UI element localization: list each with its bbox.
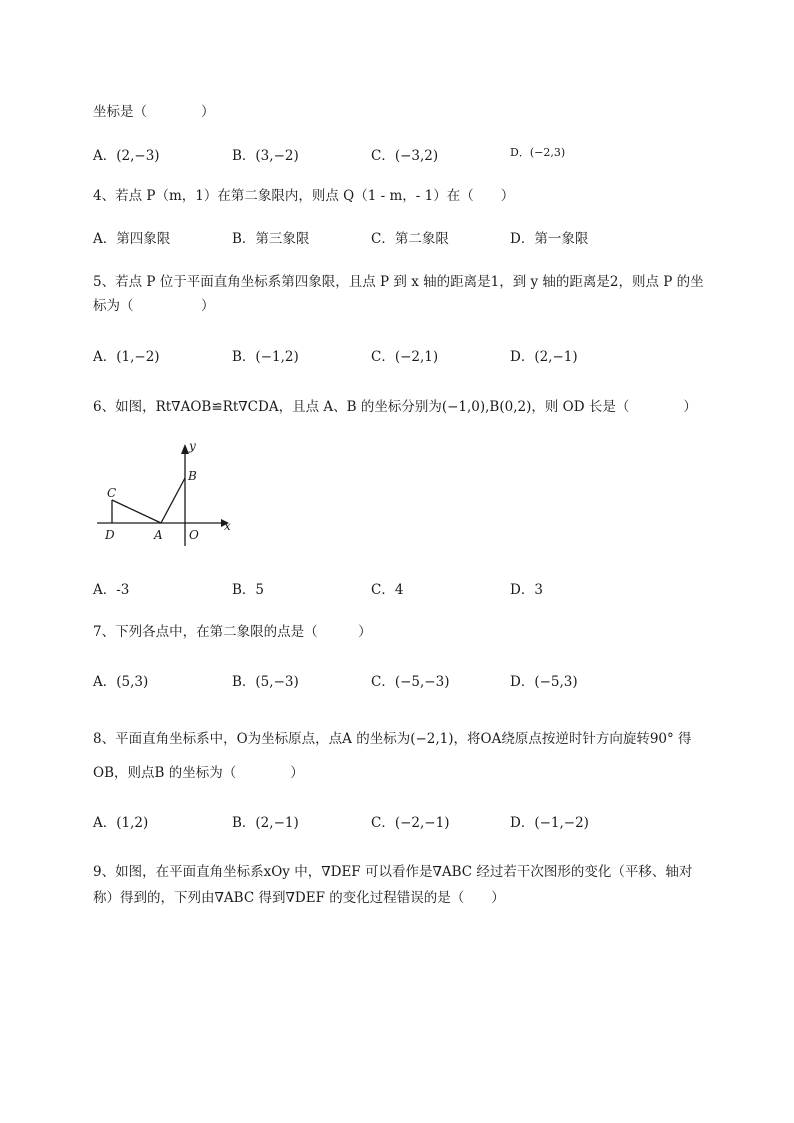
q6-options xyxy=(93,578,693,598)
label-c: C xyxy=(107,486,117,500)
q4-option-d: D．第一象限 xyxy=(510,231,589,247)
q3-option-b: B．(3,−2) xyxy=(232,148,299,164)
q9-stem-line2: 称）得到的，下列由∇ABC 得到∇DEF 的变化过程错误的是（ ） xyxy=(93,890,505,906)
q4-option-a: A．第四象限 xyxy=(93,231,171,247)
q5-option-b: B．(−1,2) xyxy=(232,349,299,365)
q3-options xyxy=(93,144,693,164)
q6-option-d: D．3 xyxy=(510,582,543,598)
q7-options xyxy=(93,670,693,690)
label-b: B xyxy=(188,469,197,483)
q6-option-b: B．5 xyxy=(232,582,265,598)
q6-option-a: A．-3 xyxy=(93,582,130,598)
q4-options xyxy=(93,227,693,247)
q4-option-b: B．第三象限 xyxy=(232,231,310,247)
q3-stem-tail: 坐标是（ ） xyxy=(93,104,215,120)
q8-option-c: C．(−2,−1) xyxy=(371,815,450,831)
q7-option-d: D．(−5,3) xyxy=(510,674,578,690)
label-d: D xyxy=(105,528,115,542)
q8-option-a: A．(1,2) xyxy=(93,815,149,831)
q7-option-c: C．(−5,−3) xyxy=(371,674,450,690)
q7-option-a: A．(5,3) xyxy=(93,674,149,690)
q8-options xyxy=(93,811,693,831)
q8-stem-line1: 8、平面直角坐标系中，O为坐标原点，点A 的坐标为(−2,1)，将OA绕原点按逆时针方向旋转90° 得 xyxy=(93,731,692,747)
label-x: x xyxy=(224,519,231,533)
segment-ab xyxy=(161,478,185,523)
q7-stem: 7、下列各点中，在第二象限的点是（ ） xyxy=(93,624,372,640)
q8-option-b: B．(2,−1) xyxy=(232,815,299,831)
q4-option-c: C．第二象限 xyxy=(371,231,449,247)
label-o: O xyxy=(189,528,199,542)
q9-stem-line1: 9、如图，在平面直角坐标系xOy 中，∇DEF 可以看作是∇ABC 经过若干次图形的变化（平移、轴对 xyxy=(93,864,693,880)
q4-stem: 4、若点 P（m，1）在第二象限内，则点 Q（1 - m，- 1）在（ ） xyxy=(93,188,515,204)
label-a: A xyxy=(154,528,163,542)
segment-ca xyxy=(112,500,161,523)
q8-option-d: D．(−1,−2) xyxy=(510,815,589,831)
q8-stem-line2: OB，则点B 的坐标为（ ） xyxy=(93,765,304,781)
q6-stem: 6、如图，Rt∇AOB≌Rt∇CDA，且点 A、B 的坐标分别为(−1,0),B(0,2)，则 OD 长是（ ） xyxy=(93,399,697,415)
q3-option-a: A．(2,−3) xyxy=(93,148,160,164)
label-y: y xyxy=(189,439,196,453)
q6-option-c: C．4 xyxy=(371,582,404,598)
q5-option-c: C．(−2,1) xyxy=(371,349,439,365)
q3-option-d: D．(−2,3) xyxy=(510,146,566,159)
q5-stem-line2: 标为（ ） xyxy=(93,298,215,314)
q5-stem-line1: 5、若点 P 位于平面直角坐标系第四象限，且点 P 到 x 轴的距离是1，到 y 轴的距离是2，则点 P 的坐 xyxy=(93,274,704,290)
q6-figure xyxy=(93,438,253,553)
q3-option-c: C．(−3,2) xyxy=(371,148,439,164)
q5-option-a: A．(1,−2) xyxy=(93,349,160,365)
y-axis-arrow xyxy=(181,444,189,454)
q7-option-b: B．(5,−3) xyxy=(232,674,299,690)
q5-options xyxy=(93,345,693,365)
q5-option-d: D．(2,−1) xyxy=(510,349,578,365)
